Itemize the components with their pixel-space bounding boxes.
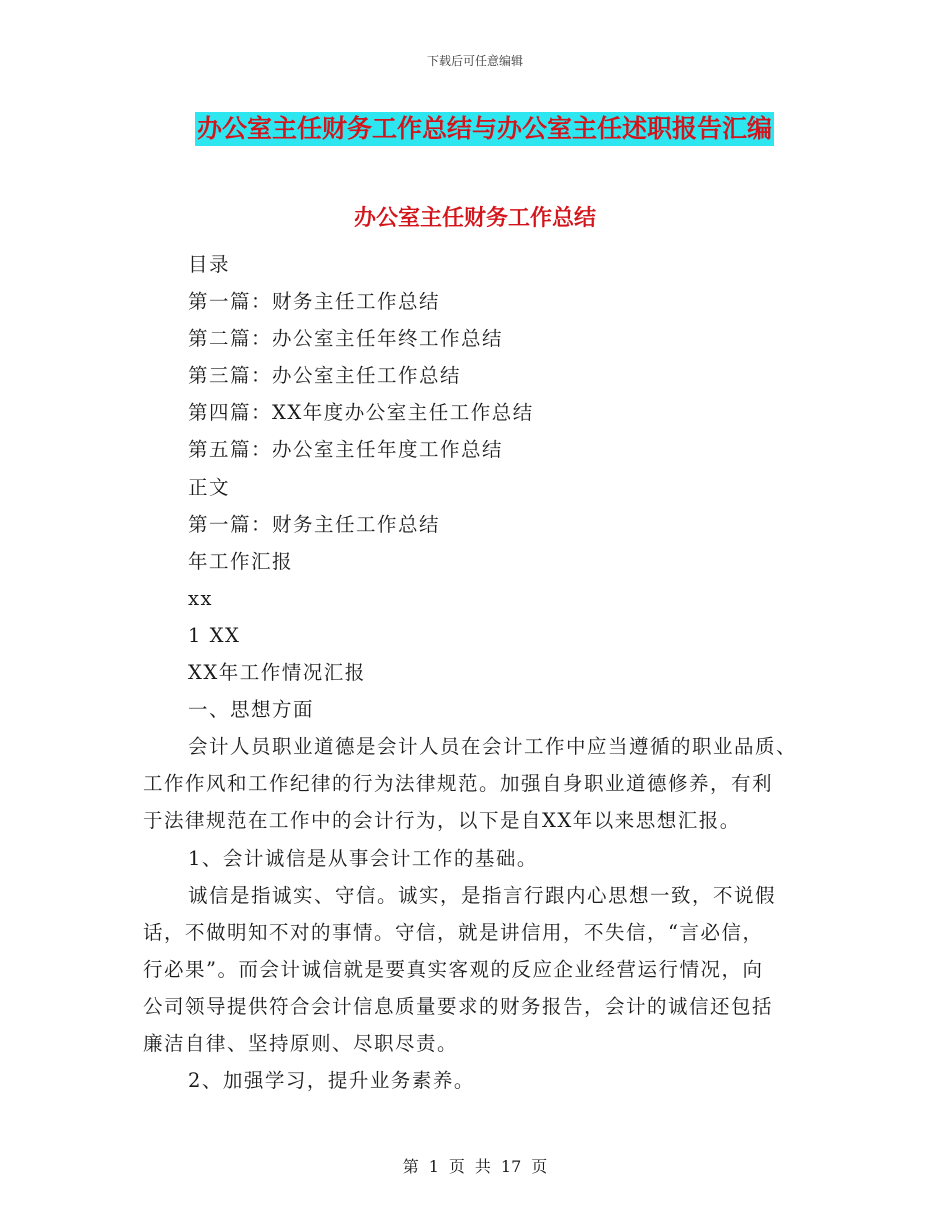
main-title: 办公室主任财务工作总结与办公室主任述职报告汇编	[195, 112, 774, 146]
chapter-title: 第一篇：财务主任工作总结	[188, 512, 441, 536]
section-heading: 一、思想方面	[188, 698, 315, 722]
section-title: 办公室主任财务工作总结	[353, 206, 596, 231]
current-page-number: 1	[428, 1157, 439, 1176]
paragraph-line: 会计人员职业道德是会计人员在会计工作中应当遵循的职业品质、	[188, 735, 798, 759]
page-header-note: 下载后可任意编辑	[426, 54, 523, 68]
document-body	[143, 246, 803, 1099]
toc-item: 第三篇：办公室主任工作总结	[188, 364, 462, 388]
paragraph-line: 行必果”。而会计诚信就是要真实客观的反应企业经营运行情况，向	[143, 957, 764, 981]
body-heading: 正文	[188, 475, 231, 499]
footer-label: 页	[531, 1157, 548, 1176]
main-title-container	[195, 112, 774, 146]
text-line: 年工作汇报	[188, 549, 294, 573]
text-line: 1 XX	[188, 623, 241, 647]
paragraph-line: 廉洁自律、坚持原则、尽职尽责。	[143, 1031, 459, 1055]
toc-item: 第二篇：办公室主任年终工作总结	[188, 327, 504, 351]
paragraph-line: 工作作风和工作纪律的行为法律规范。加强自身职业道德修养，有利	[143, 772, 774, 796]
total-page-count: 17	[500, 1157, 522, 1176]
paragraph-line: 公司领导提供符合会计信息质量要求的财务报告，会计的诚信还包括	[143, 994, 774, 1018]
footer-label: 共	[474, 1157, 491, 1176]
paragraph-line: 于法律规范在工作中的会计行为，以下是自XX年以来思想汇报。	[143, 809, 741, 833]
toc-item: 第一篇：财务主任工作总结	[188, 290, 441, 314]
text-line: XX年工作情况汇报	[188, 661, 366, 685]
toc-item: 第五篇：办公室主任年度工作总结	[188, 438, 504, 462]
subsection-heading: 1、会计诚信是从事会计工作的基础。	[188, 846, 538, 870]
page-footer	[0, 1154, 950, 1177]
footer-label: 页	[448, 1157, 465, 1176]
text-line: xx	[188, 586, 213, 610]
subsection-heading: 2、加强学习，提升业务素养。	[188, 1069, 475, 1093]
paragraph-line: 诚信是指诚实、守信。诚实，是指言行跟内心思想一致，不说假	[188, 883, 777, 907]
toc-item: 第四篇：XX年度办公室主任工作总结	[188, 401, 534, 425]
footer-label: 第	[402, 1157, 419, 1176]
toc-heading: 目录	[188, 253, 231, 276]
paragraph-line: 话，不做明知不对的事情。守信，就是讲信用，不失信，“言必信，	[143, 920, 764, 944]
